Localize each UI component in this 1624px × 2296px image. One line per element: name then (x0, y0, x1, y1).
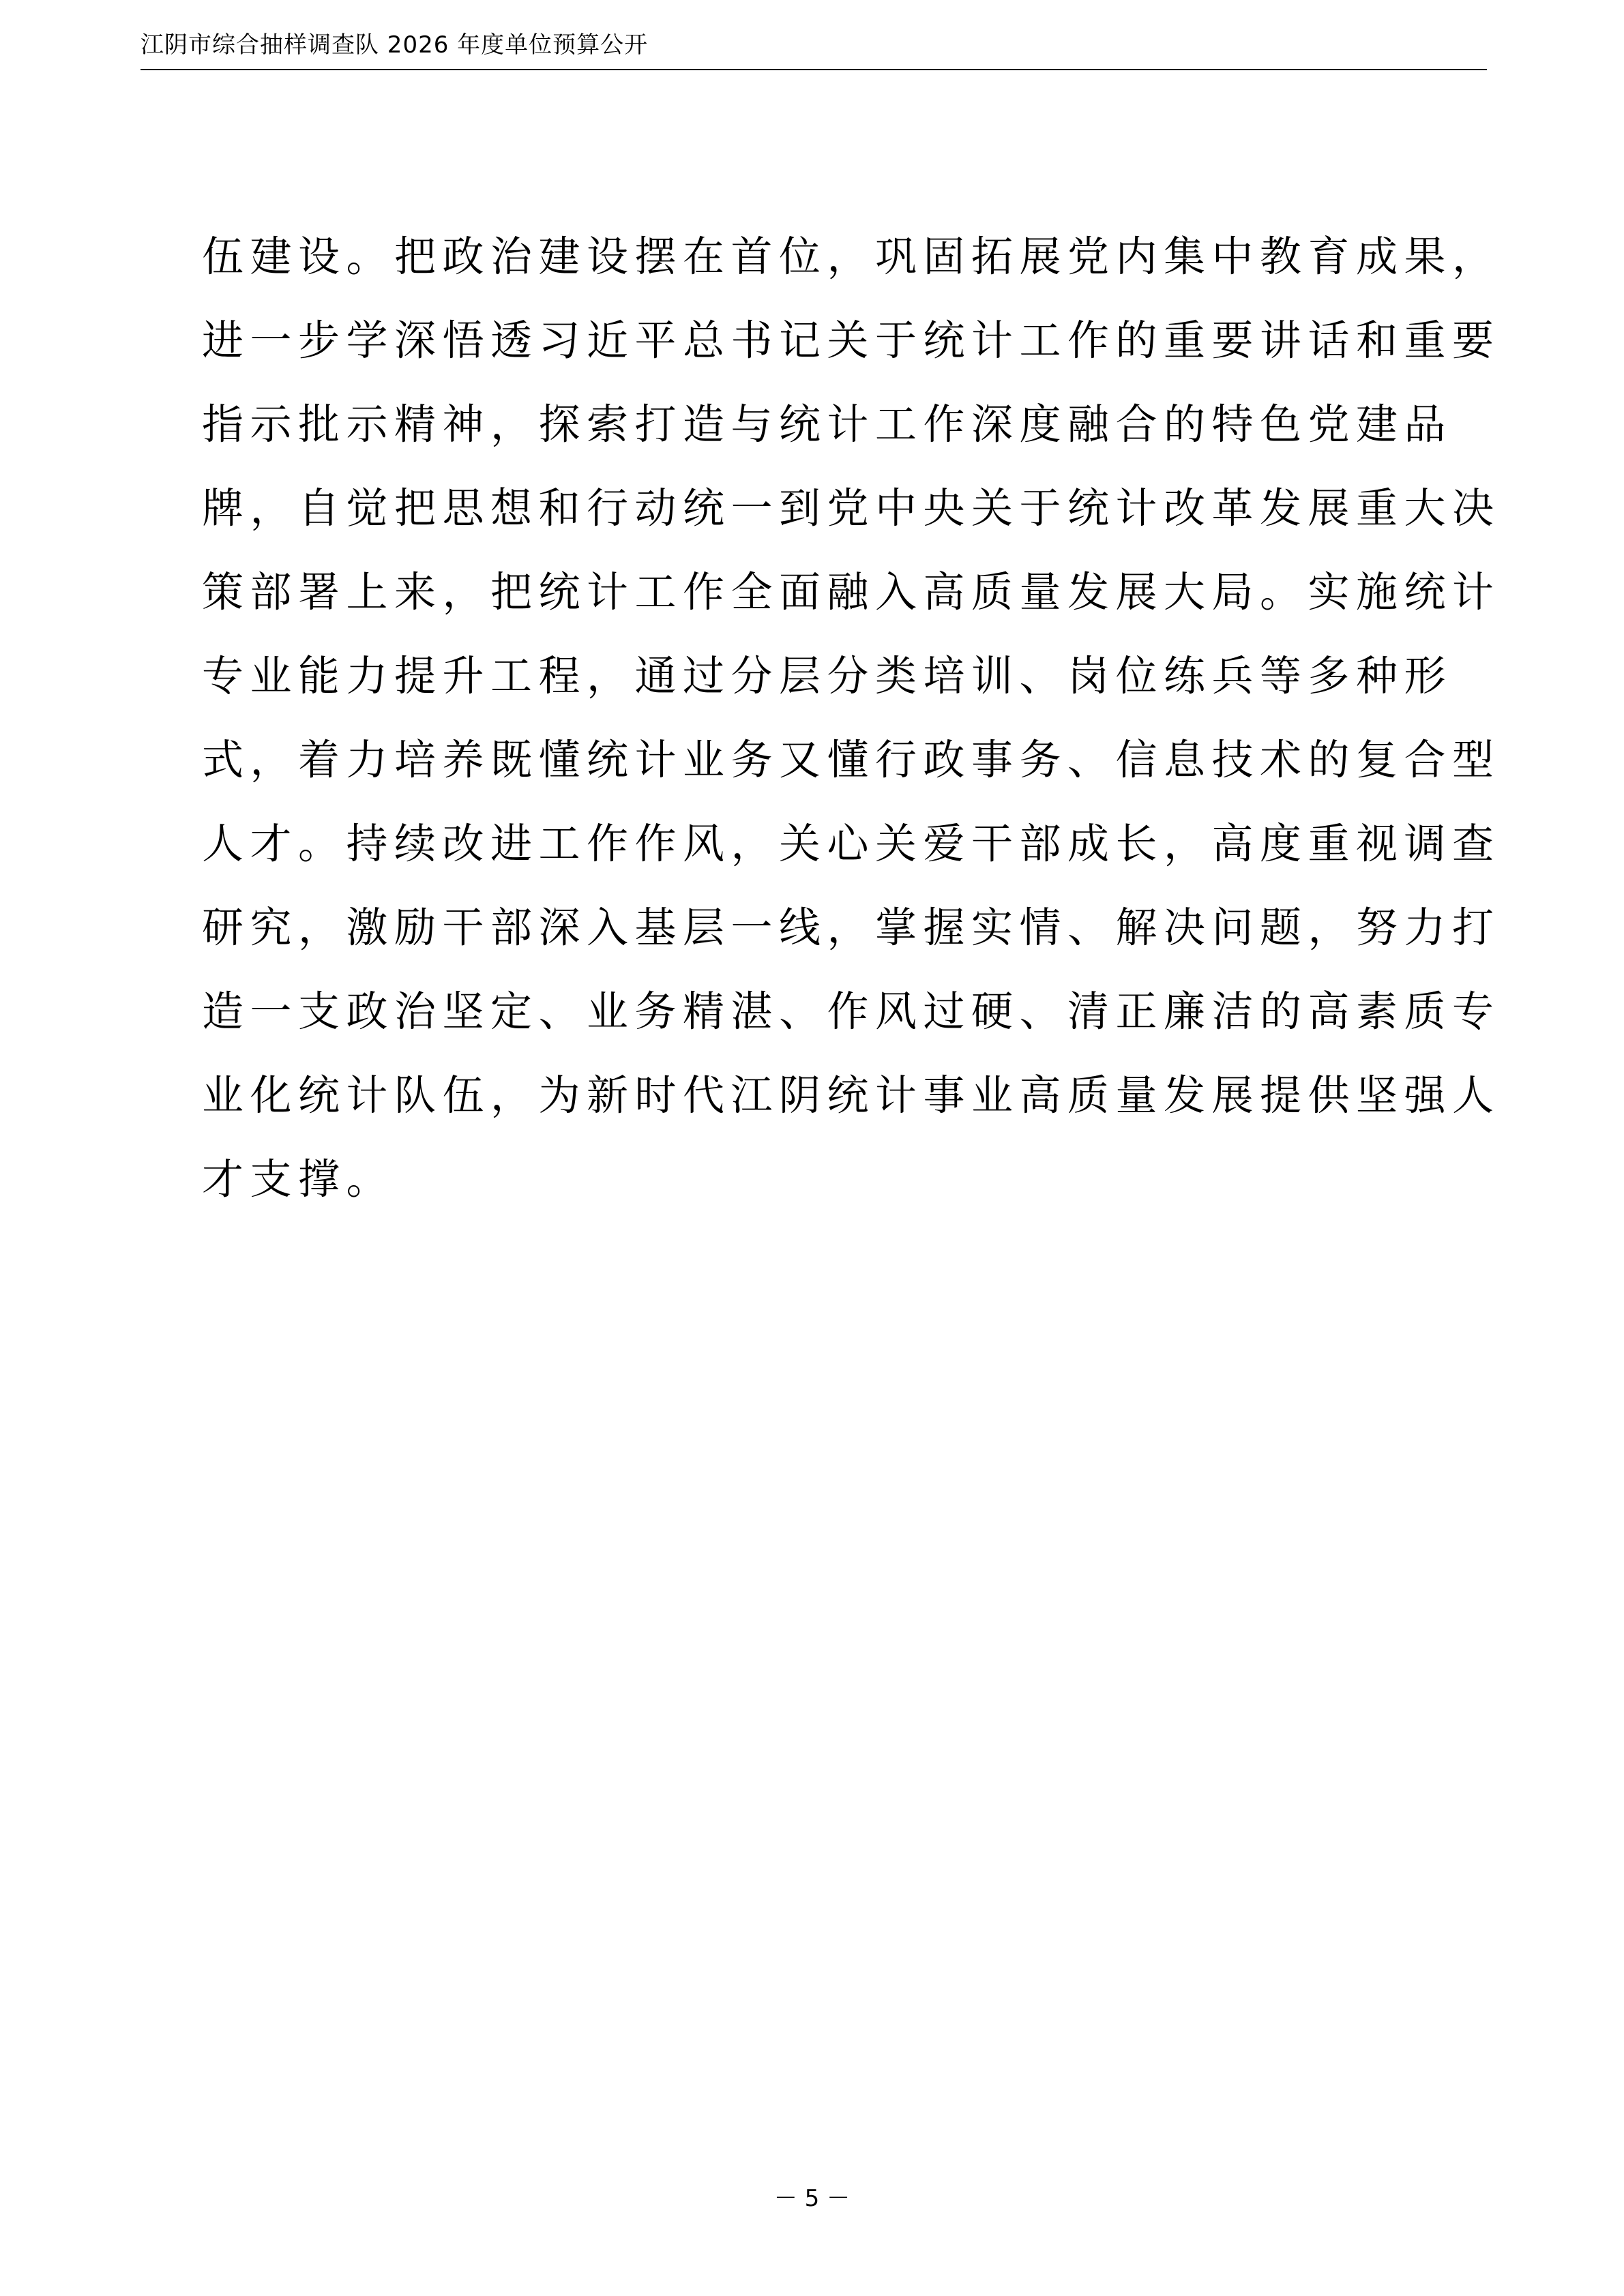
body-paragraph (202, 215, 1501, 1221)
body-line: 研究，激励干部深入基层一线，掌握实情、解决问题，努力打 (202, 904, 1501, 952)
body-line: 专业能力提升工程，通过分层分类培训、岗位练兵等多种形 (202, 652, 1453, 700)
body-line: 伍建设。把政治建设摆在首位，巩固拓展党内集中教育成果， (202, 233, 1501, 281)
body-line: 进一步学深悟透习近平总书记关于统计工作的重要讲话和重要 (202, 316, 1501, 365)
page-number: － 5 － (773, 2185, 851, 2212)
body-line: 指示批示精神，探索打造与统计工作深度融合的特色党建品 (202, 400, 1453, 449)
body-line: 业化统计队伍，为新时代江阴统计事业高质量发展提供坚强人 (202, 1071, 1501, 1120)
body-line: 式，着力培养既懂统计业务又懂行政事务、信息技术的复合型 (202, 736, 1501, 784)
header-divider (141, 69, 1487, 70)
body-line: 策部署上来，把统计工作全面融入高质量发展大局。实施统计 (202, 568, 1501, 616)
body-line: 造一支政治坚定、业务精湛、作风过硬、清正廉洁的高素质专 (202, 987, 1501, 1036)
body-line: 才支撑。 (202, 1155, 395, 1204)
body-line: 人才。持续改进工作作风，关心关爱干部成长，高度重视调查 (202, 820, 1501, 868)
body-line: 牌，自觉把思想和行动统一到党中央关于统计改革发展重大决 (202, 484, 1501, 533)
running-header-title: 江阴市综合抽样调查队 2026 年度单位预算公开 (141, 31, 649, 59)
